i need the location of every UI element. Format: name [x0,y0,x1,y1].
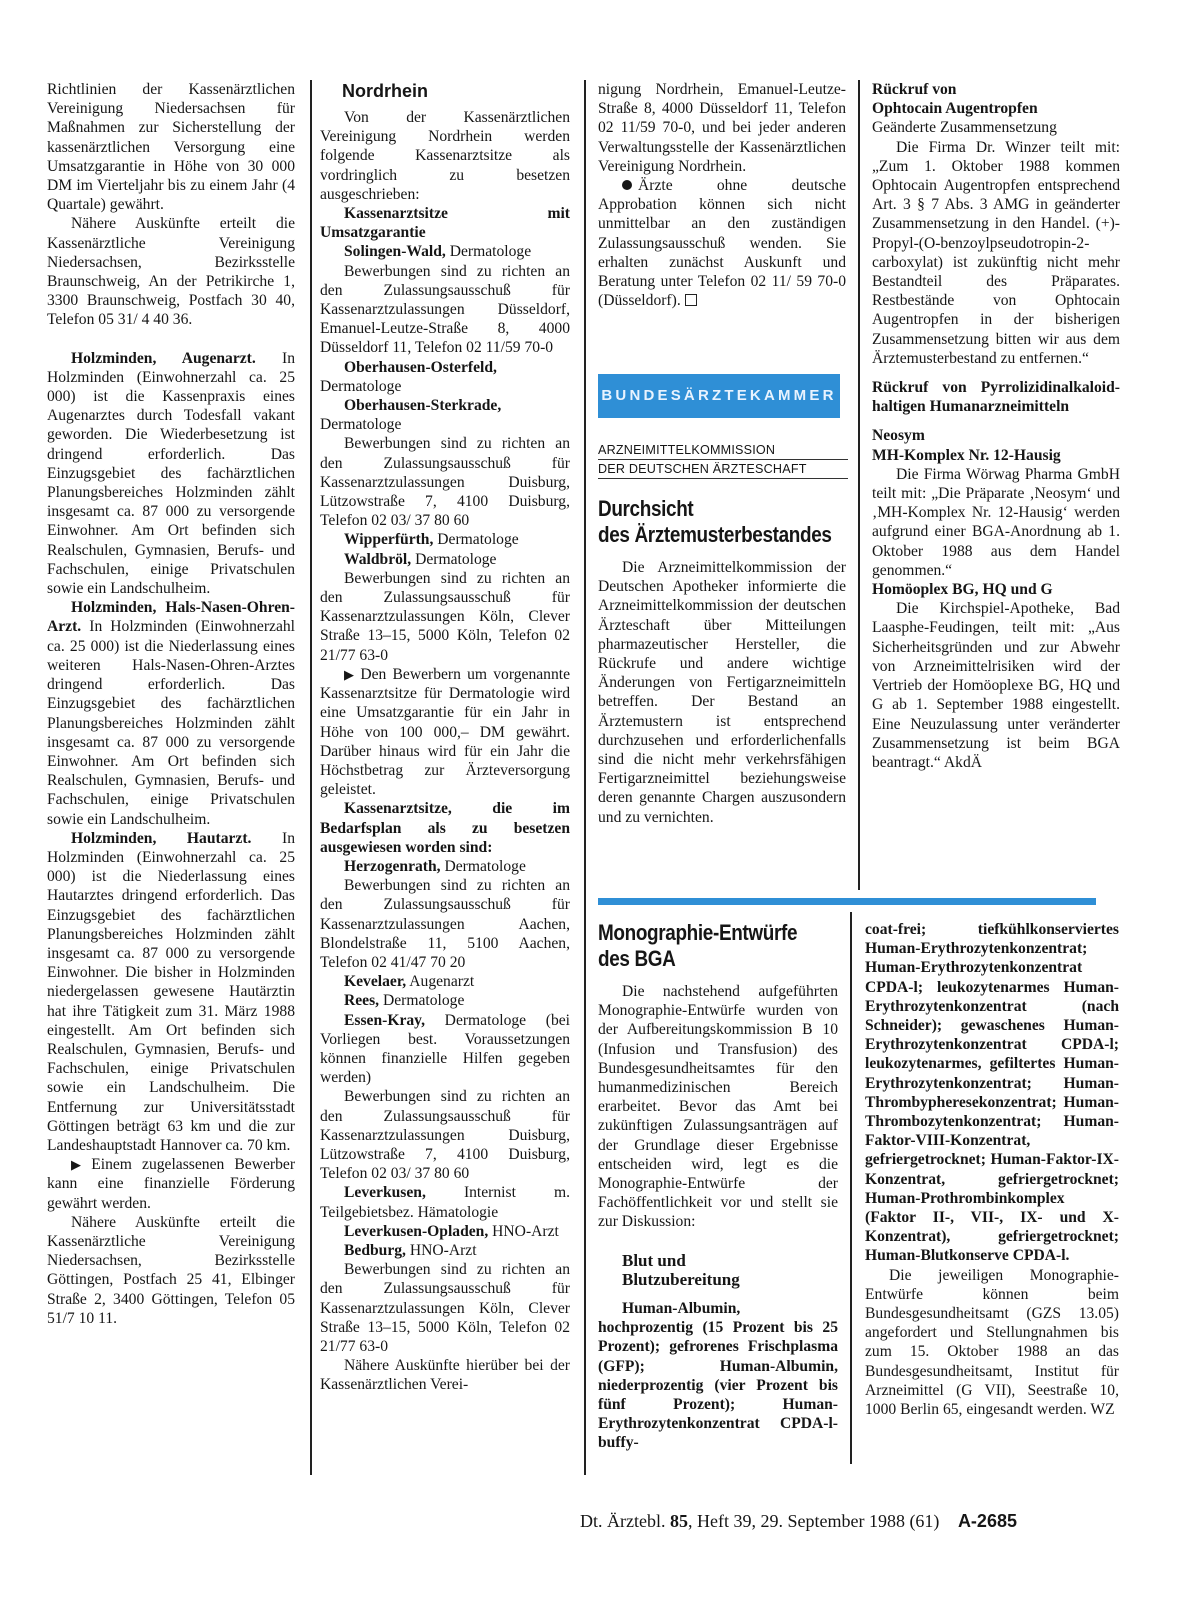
paragraph: Bewerbungen sind zu richten an den Zulassungsausschuß für Kassenarztzulassungen Köln, Clever Straße 13–15, 5000 Köln, Telefon 02 21/77 63-0 [320,1261,570,1355]
column-5 [598,920,838,1453]
subheading: Rückruf von Pyrrolizidinalkaloid-haltigen Humanarzneimitteln [872,379,1120,416]
listing: Waldbröl, Dermatologe [344,550,497,568]
listing: Herzogenrath, Dermatologe [344,857,526,875]
listing: Solingen-Wald, Dermatologe [344,243,532,261]
subheading: Kassenarztsitze, die im Bedarfsplan als zu besetzen ausgewiesen worden sind: [320,800,570,856]
column-rule-4 [850,912,852,1464]
paragraph: Bewerbungen sind zu richten an den Zulassungsausschuß für Kassenarztzulassungen Duisburg, Lützowstraße 7, 4100 Duisburg, Telefon 02 03/ 37 80 60 [320,1088,570,1183]
issue-info: , Heft 39, 29. September 1988 (61) [687,1511,940,1531]
paragraph: Nähere Auskünfte erteilt die Kassenärztliche Vereinigung Niedersachsen, Bezirksstelle Braunschweig, An der Petrikirche 1, 3300 Braunschweig, Postfach 30 40, Telefon 05 31/ 4 40 36. [47,215,295,329]
subheading: Geänderte Zusammensetzung [872,119,1057,137]
listing: Leverkusen, Internist m. Teilgebietsbez. Hämatologie [320,1184,570,1221]
volume-number: 85 [669,1511,688,1531]
article-headline: Durchsicht [598,496,694,521]
paragraph: Bewerbungen sind zu richten an den Zulassungsausschuß für Kassenarztzulassungen Köln, Clever Straße 13–15, 5000 Köln, Telefon 02 21/77 63-0 [320,569,570,664]
listing: Oberhausen-Sterkrade, Dermatologe [320,397,502,434]
paragraph: ▶ Den Bewerbern um vorgenannte Kassenarztsitze für Dermatologie wird eine Umsatzgarantie für ein Jahr in Höhe von 100 000,– DM gewährt. Darüber hinaus wird für ein Jahr die Höchstbetrag zur Ärzteversorgung geleistet. [320,665,571,799]
section-title: Nordrhein [342,81,429,101]
paragraph: Nähere Auskünfte hierüber bei der Kassenärztlichen Verei- [320,1357,570,1394]
paragraph: Holzminden, Augenarzt. In Holzminden (Einwohnerzahl ca. 25 000) ist die Kassenpraxis eines Augenarztes durch Todesfall vakant geworden. Die Wiederbesetzung ist dringend erforderlich. Das Einzugsgebiet des fachärztlichen Planungsbereiches Holzminden zählt insgesamt ca. 87 000 zu versorgende Einwohner. Am Ort befinden sich Realschulen, Gymnasien, Berufs- und Fachschulen, einige Privatschulen sowie ein Landschulheim. [47,349,296,598]
paragraph: Die nachstehend aufgeführten Monographie-Entwürfe wurden von der Aufbereitungskommission B 10 (Infusion und Transfusion) des Bundesgesundheitsamtes für den humanmedizinischen Bereich erarbeitet. Bevor das Amt bei zukünftigen Zulassungsanträgen auf der Grundlage dieser Ergebnisse entscheiden wird, legt es die Monographie-Entwürfe der Fachöffentlichkeit vor und stellt sie zur Diskussion: [598,983,838,1231]
listing: Wipperfürth, Dermatologe [344,531,519,549]
signature: WZ [1090,1401,1115,1419]
article-headline: Monographie-Entwürfe [598,920,798,945]
arzneimittelkommission-label: ARZNEIMITTELKOMMISSION DER DEUTSCHEN ÄRZTESCHAFT [598,441,848,479]
paragraph: ▶ Einem zugelassenen Bewerber kann eine finanzielle Förderung gewährt werden. [47,1156,296,1212]
listing: Oberhausen-Osterfeld, Dermatologe [320,358,497,395]
page-footer [580,1511,1017,1532]
article-headline: des BGA [598,946,676,971]
paragraph: Die Firma Dr. Winzer teilt mit: „Zum 1. Oktober 1988 kommen Ophtocain Augentropfen entsprechend Art. 3 § 7 Abs. 3 AMG in geänderter Zusammensetzung in den Handel. (+)-Propyl-(O-benzoylpseudotropin-2-carboxylat) ist zukünftig nicht mehr Bestandteil des Präparates. Restbestände von Ophtocain Augentropfen in der bisherigen Zusammensetzung bitten wir aus dem Ärztemusterbestand zu entfernen.“ [872,138,1120,367]
paragraph: Ärzte ohne deutsche Approbation können sich nicht unmittelbar an den zuständigen Zulassungsausschuß wenden. Sie erhalten zunächst Auskunft und Beratung unter Telefon 02 11/ 59 70-0 (Düsseldorf). [598,177,846,310]
subheading: Rückruf von [872,81,957,98]
paragraph: Nähere Auskünfte erteilt die Kassenärztliche Vereinigung Niedersachsen, Bezirksstelle Göttingen, Postfach 25 41, Elbinger Straße 2, 3400 Göttingen, Telefon 05 51/7 10 11. [47,1213,295,1327]
paragraph: Die Firma Wörwag Pharma GmbH teilt mit: „Die Präparate ‚Neosym‘ und ‚MH-Komplex Nr. 12-Hausig‘ werden aufgrund einer BGA-Anordnung ab 1. Oktober 1988 aus dem Handel genommen.“ [872,465,1120,579]
paragraph: Holzminden, Hals-Nasen-Ohren-Arzt. In Holzminden (Einwohnerzahl ca. 25 000) ist die Niederlassung eines weiteren Hals-Nasen-Ohren-Arztes dringend erforderlich. Das Einzugsgebiet des fachärztlichen Planungsbereiches Holzminden zählt insgesamt ca. 87 000 zu versorgende Einwohner. Am Ort befinden sich Realschulen, Gymnasien, Berufs- und Fachschulen, einige Privatschulen sowie ein Landschulheim. [47,599,295,828]
triangle-bullet-icon: ▶ [344,666,357,682]
column-2 [320,80,570,1395]
listing: Leverkusen-Opladen, HNO-Arzt [344,1222,559,1240]
column-rule-1 [310,80,312,1475]
entry-heading: Holzminden, Augenarzt. [71,349,256,367]
page-number: A-2685 [957,1511,1017,1531]
paragraph: Holzminden, Hautarzt. In Holzminden (Einwohnerzahl ca. 25 000) ist die Niederlassung eines Hautarztes dringend erforderlich. Das Einzugsgebiet des fachärztlichen Planungsbereiches Holzminden zählt insgesamt ca. 87 000 zu versorgende Einwohner. Die bisher in Holzminden niedergelassen gewesene Hautärztin hat ihre Tätigkeit zum 31. März 1988 eingestellt. Am Ort befinden sich Realschulen, Gymnasien, Berufs- und Fachschulen, einige Privatschulen sowie ein Landschulheim. Die Entfernung zur Universitätsstadt Göttingen beträgt 63 km und die zur Landeshauptstadt Hannover ca. 70 km. [47,829,295,1154]
subheading: Homöoplex BG, HQ und G [872,581,1053,599]
subheading: Kassenarztsitze mit Umsatzgarantie [320,205,570,242]
product-list: coat-frei; tiefkühlkonserviertes Human-Erythrozytenkonzentrat; Human-Erythrozytenkonzentrat CPDA-l; leukozytenarmes Human-Erythrozytenkonzentrat (nach Schneider); gewaschenes Human-Erythrozytenkonzentrat CPDA-l; leukozytenarmes, gefiltertes Human-Erythrozytenkonzentrat; Human-Thrombypheresekonzentrat; Human-Thrombozytenkonzentrat; Human-Faktor-VIII-Konzentrat, gefriergetrocknet; Human-Faktor-IX-Konzentrat, gefriergetrocknet; Human-Prothrombinkomplex (Faktor II-, VII-, IX- und X-Konzentrat), gefriergetrocknet; Human-Blutkonserve CPDA-l. [865,921,1119,1265]
column-3-article [598,496,846,827]
subheading: Blutzubereitung [622,1269,740,1289]
listing: Kevelaer, Augenarzt [344,973,475,991]
paragraph: Richtlinien der Kassenärztlichen Vereinigung Niedersachsen für Maßnahmen zur Sicherstellung der kassenärztlichen Versorgung eine Umsatzgarantie in Höhe von 30 000 DM im Vierteljahr bis zu einem Jahr (4 Quartale) gewährt. [47,81,295,214]
column-3-top [598,80,846,310]
journal-name: Dt. Ärztebl. [580,1511,666,1531]
column-rule-2 [584,80,586,1475]
listing: Bedburg, HNO-Arzt [344,1241,477,1259]
article-headline: des Ärztemusterbestandes [598,522,832,547]
triangle-bullet-icon: ▶ [71,1157,88,1173]
section-divider-bar [598,898,1096,905]
column-rule-3 [858,80,860,890]
signature: AkdÄ [943,753,983,771]
subheading: Ophtocain Augentropfen [872,100,1038,118]
end-mark-icon [685,294,697,306]
column-6 [865,920,1119,1419]
paragraph: nigung Nordrhein, Emanuel-Leutze-Straße 8, 4000 Düsseldorf 11, Telefon 02 11/59 70-0, und bei jeder anderen Verwaltungsstelle der Kassenärztlichen Vereinigung Nordrhein. [598,81,846,175]
subheading: Neosym [872,427,925,445]
product-list: Human-Albumin, hochprozentig (15 Prozent bis 25 Prozent); gefrorenes Frischplasma (GFP); Human-Albumin, niederprozentig (vier Prozent bis fünf Prozent); Human-Erythrozytenkonzentrat CPDA-l-buffy- [598,1300,838,1452]
bundesaerztekammer-banner: BUNDESÄRZTEKAMMER [598,374,840,418]
column-4 [872,80,1120,772]
entry-heading: Holzminden, Hals-Nasen-Ohren-Arzt. [47,599,295,636]
subheading: MH-Komplex Nr. 12-Hausig [872,446,1061,464]
bullet-icon [622,180,632,190]
listing: Rees, Dermatologe [344,992,465,1010]
entry-heading: Holzminden, Hautarzt. [71,829,252,847]
paragraph: Die jeweiligen Monographie-Entwürfe können beim Bundesgesundheitsamt (GZS 13.05) angefordert und Stellungnahmen bis zum 15. Oktober 1988 an das Bundesgesundheitsamt, Institut für Arzneimittel (G VII), Seestraße 10, 1000 Berlin 65, eingesandt werden. WZ [865,1266,1119,1419]
paragraph: Die Kirchspiel-Apotheke, Bad Laasphe-Feudingen, teilt mit: „Aus Sicherheitsgründen und zur Abwehr von Arzneimittelrisiken wird der Vertrieb der Homöoplexe BG, HQ und G ab 1. September 1988 eingestellt. Eine Neuzulassung unter veränderter Zusammensetzung ist beim BGA beantragt.“ AkdÄ [872,600,1120,771]
paragraph: Von der Kassenärztlichen Vereinigung Nordrhein werden folgende Kassenarztsitze als vordringlich zu besetzen ausgeschrieben: [320,109,570,203]
paragraph: Die Arzneimittelkommission der Deutschen Apotheker informierte die Arzneimittelkommission der deutschen Ärzteschaft über Mitteilungen pharmazeutischer Hersteller, die Rückrufe und andere wichtige Änderungen von Fertigarzneimitteln betreffen. Der Bestand an Ärztemustern ist entsprechend durchzusehen und erforderlichenfalls sind die nicht mehr verkehrsfähigen Fertigarzneimittel beziehungsweise deren genannte Chargen auszusondern und zu vernichten. [598,559,846,826]
listing: Essen-Kray, Dermatologe (bei Vorliegen best. Voraussetzungen können finanzielle Hilfen gegeben werden) [320,1011,570,1087]
paragraph: Bewerbungen sind zu richten an den Zulassungsausschuß für Kassenarztzulassungen Düsseldorf, Emanuel-Leutze-Straße 8, 4000 Düsseldorf 11, Telefon 02 11/59 70-0 [320,262,570,357]
subheading: Blut und [622,1250,686,1270]
column-1 [47,80,295,1328]
paragraph: Bewerbungen sind zu richten an den Zulassungsausschuß für Kassenarztzulassungen Duisburg, Lützowstraße 7, 4100 Duisburg, Telefon 02 03/ 37 80 60 [320,435,570,530]
paragraph: Bewerbungen sind zu richten an den Zulassungsausschuß für Kassenarztzulassungen Aachen, Blondelstraße 11, 5100 Aachen, Telefon 02 41/47 70 20 [320,877,570,971]
